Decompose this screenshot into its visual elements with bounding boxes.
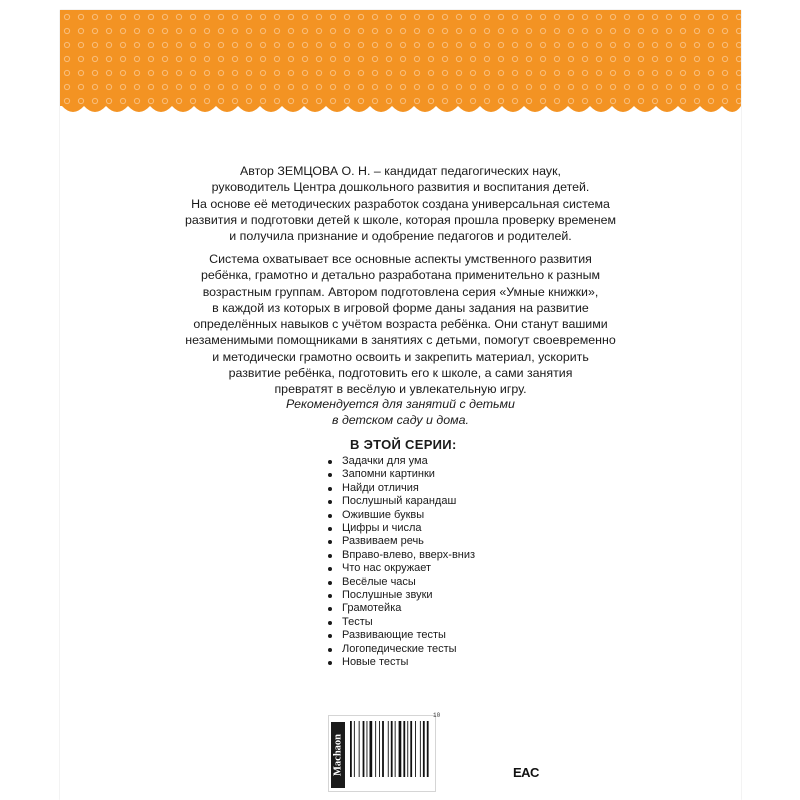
series-item: Что нас окружает: [325, 562, 475, 575]
series-item: Послушный карандаш: [325, 495, 475, 508]
publisher-logo: Machaon: [331, 722, 345, 788]
text-line: Система охватывает все основные аспекты умственного развития: [209, 252, 592, 266]
text-line: развитие ребёнка, подготовить его к школе, а сами занятия: [228, 366, 573, 381]
series-item: Новые тесты: [325, 656, 475, 669]
text-line: ребёнка, грамотно и детально разработана применительно к разным: [200, 268, 601, 283]
series-item: Развиваем речь: [325, 535, 475, 548]
orange-scalloped-banner: [60, 10, 741, 120]
series-item: Задачки для ума: [325, 455, 475, 468]
system-description-paragraph: [160, 251, 641, 398]
text-line: возрастным группам. Автором подготовлена серия «Умные книжки»,: [202, 284, 599, 299]
price-code: 10: [433, 712, 441, 719]
recommendation-note: [160, 396, 641, 429]
text-line: На основе её методических разработок создана универсальная система: [191, 196, 610, 211]
text-line: превратят в весёлую и увлекательную игру.: [274, 382, 527, 397]
text-line: незаменимыми помощниками в занятиях с детьми, помогут своевременно: [185, 333, 616, 348]
text-line: в каждой из которых в игровой форме даны задания на развитие: [212, 300, 589, 315]
series-item: Вправо-влево, вверх-вниз: [325, 549, 475, 562]
series-item: Цифры и числа: [325, 522, 475, 535]
series-item: Тесты: [325, 616, 475, 629]
series-heading: В ЭТОЙ СЕРИИ:: [350, 437, 457, 452]
text-line: Рекомендуется для занятий с детьми: [286, 397, 515, 411]
text-line: и методически грамотно освоить и закрепить материал, ускорить: [212, 349, 589, 364]
series-list: [325, 455, 475, 670]
text-line: и получила признание и одобрение педагогов и родителей.: [229, 229, 572, 244]
text-line: развития и подготовки детей к школе, которая прошла проверку временем: [184, 212, 617, 227]
series-item: Запомни картинки: [325, 468, 475, 481]
barcode-panel: [328, 715, 436, 792]
text-line: руководитель Центра дошкольного развития и воспитания детей.: [211, 180, 590, 195]
author-paragraph: [160, 163, 641, 244]
series-item: Грамотейка: [325, 602, 475, 615]
series-item: Весёлые часы: [325, 576, 475, 589]
text-line: определённых навыков с учётом возраста ребёнка. Они станут вашими: [193, 317, 608, 332]
series-item: Послушные звуки: [325, 589, 475, 602]
book-back-cover: [60, 10, 741, 800]
barcode-icon: [349, 719, 431, 781]
series-item: Ожившие буквы: [325, 509, 475, 522]
series-item: Развивающие тесты: [325, 629, 475, 642]
series-item: Найди отличия: [325, 482, 475, 495]
eac-certification-mark: EAC: [513, 765, 539, 780]
series-item: Логопедические тесты: [325, 643, 475, 656]
text-line: Автор ЗЕМЦОВА О. Н. – кандидат педагогических наук,: [240, 164, 561, 178]
text-line: в детском саду и дома.: [332, 413, 469, 428]
